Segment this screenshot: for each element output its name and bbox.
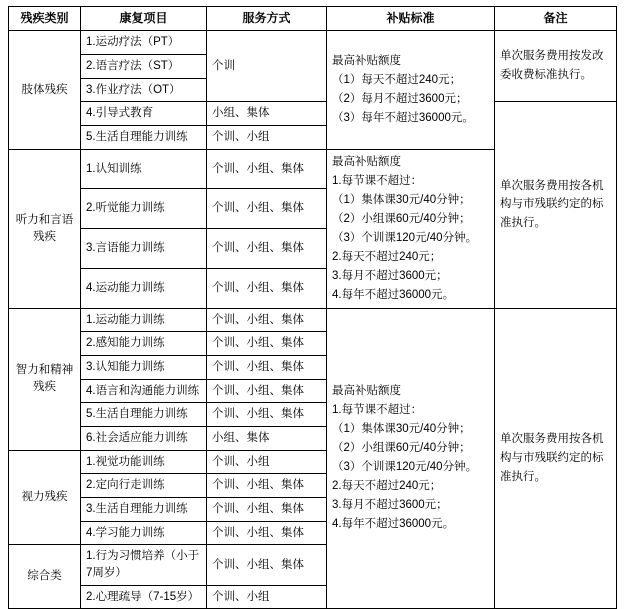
header-category: 残疾类别 bbox=[9, 7, 81, 31]
service-mode-cell: 个训、小组、集体 bbox=[207, 332, 327, 356]
standard-line: （2）小组课60元/40分钟； bbox=[332, 442, 471, 455]
standard-line: 最高补贴额度 bbox=[332, 155, 401, 168]
project-cell: 6.社会适应能力训练 bbox=[81, 426, 207, 450]
service-mode-cell: 个训、小组、集体 bbox=[207, 308, 327, 332]
category-cell: 肢体残疾 bbox=[9, 31, 81, 149]
subsidy-standard-cell bbox=[327, 31, 495, 149]
project-cell: 1.行为习惯培养（小于7周岁） bbox=[81, 545, 207, 585]
standard-line: 4.每年不超过36000元。 bbox=[332, 518, 455, 531]
table-header-row bbox=[9, 7, 617, 31]
standard-line: 4.每年不超过36000元。 bbox=[332, 288, 455, 301]
standard-line: （1）每天不超过240元； bbox=[332, 74, 462, 87]
table-row bbox=[9, 308, 617, 332]
standard-line: （1）集体课30元/40分钟； bbox=[332, 193, 471, 206]
project-cell: 3.言语能力训练 bbox=[81, 229, 207, 269]
project-cell: 1.运动疗法（PT） bbox=[81, 31, 207, 55]
project-cell: 2.心理疏导（7-15岁） bbox=[81, 585, 207, 609]
project-cell: 3.作业疗法（OT） bbox=[81, 78, 207, 102]
subsidy-standard-cell bbox=[327, 308, 495, 609]
remark-cell bbox=[495, 31, 617, 102]
subsidy-standard-cell bbox=[327, 149, 495, 308]
remark-lines bbox=[500, 177, 611, 234]
standard-line: 最高补贴额度 bbox=[332, 385, 401, 398]
category-cell: 视力残疾 bbox=[9, 450, 81, 545]
service-mode-cell: 个训、小组、集体 bbox=[207, 229, 327, 269]
service-mode-cell: 个训、小组、集体 bbox=[207, 474, 327, 498]
standard-line: （3）每年不超过36000元。 bbox=[332, 112, 474, 125]
header-remark: 备注 bbox=[495, 7, 617, 31]
standard-line: （3）个训课120元/40分钟。 bbox=[332, 461, 478, 474]
standard-line: 2.每天不超过240元； bbox=[332, 250, 442, 263]
table-body bbox=[9, 31, 617, 609]
category-cell: 听力和言语残疾 bbox=[9, 149, 81, 308]
project-cell: 4.学习能力训练 bbox=[81, 521, 207, 545]
standard-lines bbox=[332, 52, 489, 128]
header-project: 康复项目 bbox=[81, 7, 207, 31]
service-mode-cell: 个训、小组、集体 bbox=[207, 497, 327, 521]
header-subsidy-standard: 补贴标准 bbox=[327, 7, 495, 31]
remark-line: 单次服务费用按各机构与市残联约定的标准执行。 bbox=[500, 179, 604, 230]
project-cell: 4.引导式教育 bbox=[81, 102, 207, 126]
standard-lines bbox=[332, 153, 489, 305]
remark-line: 单次服务费用按各机构与市残联约定的标准执行。 bbox=[500, 432, 604, 483]
standard-line: （2）小组课60元/40分钟； bbox=[332, 212, 471, 225]
project-cell: 2.语言疗法（ST） bbox=[81, 55, 207, 79]
service-mode-cell: 个训、小组 bbox=[207, 450, 327, 474]
service-mode-cell: 个训、小组、集体 bbox=[207, 268, 327, 308]
service-mode-cell: 个训、小组 bbox=[207, 585, 327, 609]
standard-lines bbox=[332, 382, 489, 534]
category-cell: 智力和精神残疾 bbox=[9, 308, 81, 450]
service-mode-cell: 个训、小组、集体 bbox=[207, 521, 327, 545]
project-cell: 2.感知能力训练 bbox=[81, 332, 207, 356]
project-cell: 5.生活自理能力训练 bbox=[81, 403, 207, 427]
service-mode-cell: 小组、集体 bbox=[207, 102, 327, 126]
standard-line: 2.每天不超过240元； bbox=[332, 480, 442, 493]
standard-line: 1.每节课不超过： bbox=[332, 174, 423, 187]
standard-line: 1.每节课不超过： bbox=[332, 404, 423, 417]
standard-line: （3）个训课120元/40分钟。 bbox=[332, 231, 478, 244]
service-mode-cell: 个训、小组 bbox=[207, 126, 327, 150]
project-cell: 1.视觉功能训练 bbox=[81, 450, 207, 474]
standard-line: （2）每月不超过3600元； bbox=[332, 93, 468, 106]
service-mode-cell: 个训、小组、集体 bbox=[207, 403, 327, 427]
table-header bbox=[9, 7, 617, 31]
service-mode-cell: 个训 bbox=[207, 31, 327, 102]
remark-cell bbox=[495, 308, 617, 609]
project-cell: 3.认知能力训练 bbox=[81, 355, 207, 379]
service-mode-cell: 小组、集体 bbox=[207, 426, 327, 450]
header-service-mode: 服务方式 bbox=[207, 7, 327, 31]
service-mode-cell: 个训、小组、集体 bbox=[207, 149, 327, 189]
project-cell: 2.定向行走训练 bbox=[81, 474, 207, 498]
project-cell: 2.听觉能力训练 bbox=[81, 189, 207, 229]
category-cell: 综合类 bbox=[9, 545, 81, 609]
project-cell: 1.认知训练 bbox=[81, 149, 207, 189]
remark-lines bbox=[500, 430, 611, 487]
service-mode-cell: 个训、小组、集体 bbox=[207, 189, 327, 229]
service-mode-cell: 个训、小组、集体 bbox=[207, 355, 327, 379]
remark-cell bbox=[495, 102, 617, 308]
project-cell: 4.语言和沟通能力训练 bbox=[81, 379, 207, 403]
table-row bbox=[9, 31, 617, 55]
project-cell: 1.运动能力训练 bbox=[81, 308, 207, 332]
project-cell: 5.生活自理能力训练 bbox=[81, 126, 207, 150]
project-cell: 4.运动能力训练 bbox=[81, 268, 207, 308]
table-row bbox=[9, 102, 617, 126]
project-cell: 3.生活自理能力训练 bbox=[81, 497, 207, 521]
standard-line: 3.每月不超过3600元； bbox=[332, 499, 448, 512]
standard-line: （1）集体课30元/40分钟； bbox=[332, 423, 471, 436]
standard-line: 3.每月不超过3600元； bbox=[332, 269, 448, 282]
standard-line: 最高补贴额度 bbox=[332, 55, 401, 68]
service-mode-cell: 个训、小组、集体 bbox=[207, 545, 327, 585]
remark-line: 单次服务费用按发改委收费标准执行。 bbox=[500, 50, 604, 82]
rehab-subsidy-table bbox=[8, 6, 617, 609]
remark-lines bbox=[500, 47, 611, 85]
service-mode-cell: 个训、小组、集体 bbox=[207, 379, 327, 403]
